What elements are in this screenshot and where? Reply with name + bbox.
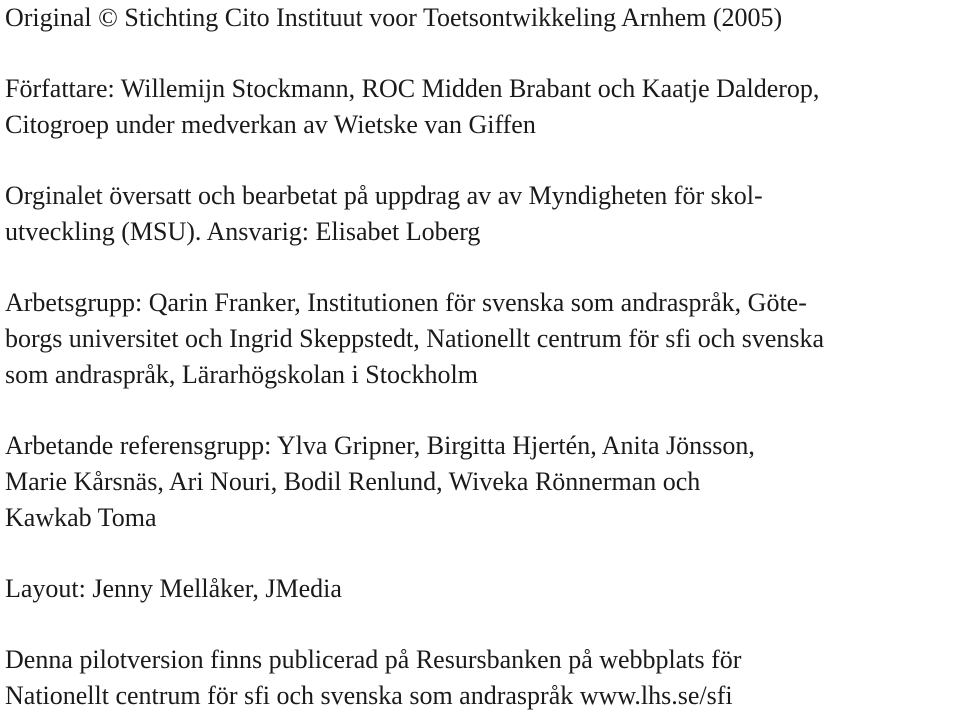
text-line: Original © Stichting Cito Instituut voor Toetsontwikkeling Arnhem (2005) [5,3,783,32]
authors-paragraph [5,71,955,143]
paragraph-gap [5,393,955,428]
text-line: Marie Kårsnäs, Ari Nouri, Bodil Renlund, Wiveka Rönnerman och [5,467,701,496]
layout-credit [5,571,955,607]
publication-paragraph [5,642,955,714]
text-line: som andraspråk, Lärarhögskolan i Stockholm [5,360,478,389]
original-copyright [5,0,955,36]
text-line: Layout: Jenny Mellåker, JMedia [5,574,342,603]
paragraph-gap [5,607,955,642]
reference-group-paragraph [5,428,955,536]
text-line: Citogroep under medverkan av Wietske van Giffen [5,110,536,139]
text-line: Denna pilotversion finns publicerad på Resursbanken på webbplats för [5,645,742,674]
paragraph-gap [5,143,955,178]
paragraph-gap [5,36,955,71]
text-line: Nationellt centrum för sfi och svenska som andraspråk www.lhs.se/sfi [5,681,733,710]
text-line: Kawkab Toma [5,503,157,532]
translation-paragraph [5,178,955,250]
text-line: borgs universitet och Ingrid Skeppstedt, Nationellt centrum för sfi och svenska [5,324,825,353]
paragraph-gap [5,250,955,285]
working-group-paragraph [5,285,955,393]
text-line: utveckling (MSU). Ansvarig: Elisabet Loberg [5,217,481,246]
credits-page [5,0,955,714]
text-line: Arbetsgrupp: Qarin Franker, Institutionen för svenska som andraspråk, Göte- [5,288,807,317]
text-line: Orginalet översatt och bearbetat på uppdrag av av Myndigheten för skol- [5,181,763,210]
text-line: Författare: Willemijn Stockmann, ROC Midden Brabant och Kaatje Dalderop, [5,74,820,103]
text-line: Arbetande referensgrupp: Ylva Gripner, Birgitta Hjertén, Anita Jönsson, [5,431,755,460]
paragraph-gap [5,536,955,571]
